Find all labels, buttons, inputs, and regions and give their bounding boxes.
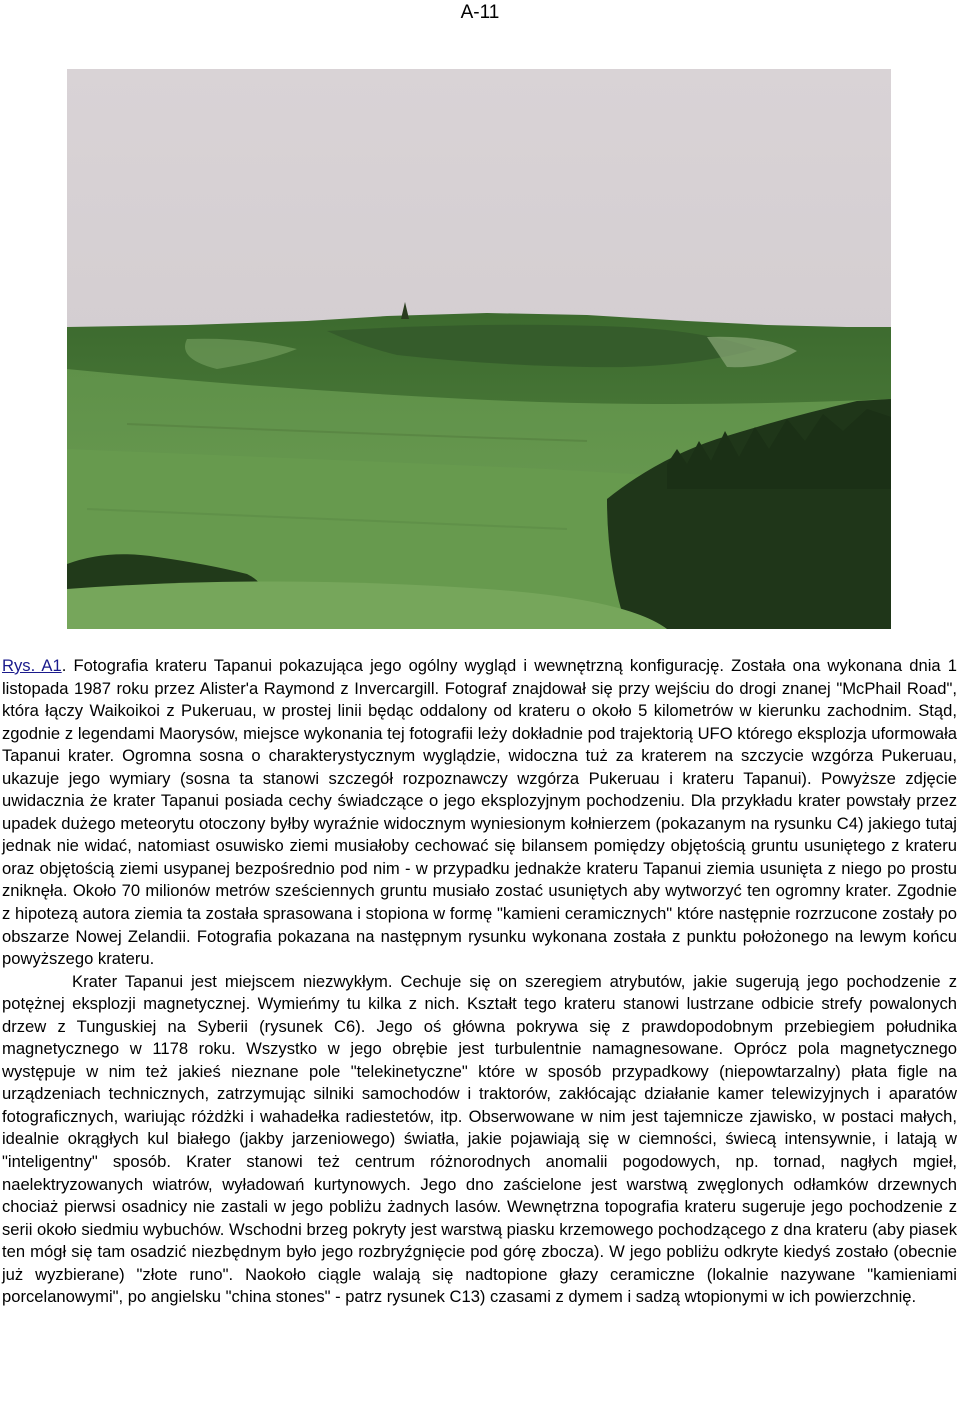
landscape-photo-icon <box>67 69 891 629</box>
caption-text: . Fotografia krateru Tapanui pokazująca jego ogólny wygląd i wewnętrzną konfigurację. Została ona wykonana dnia 1 listopada 1987 roku przez Alister'a Raymond z Invercargill. Fotograf znajdował się przy wejściu do drogi znanej "McPhail Road", która łączy Waikoikoi z Pukeruau, w prostej linii będąc oddalony od krateru o około 5 kilometrów w kierunku zachodnim. Stąd, zgodnie z legendami Maorysów, miejsce wykonania tej fotografii leży dokładnie pod trajektorią UFO którego eksplozja uformowała Tapanui krater. Ogromna sosna o charakterystycznym wyglądzie, widoczna tuż za kraterem na szczycie wzgórza Pukeruau, ukazuje jego wymiary (sosna ta stanowi szczegół rozpoznawczy wzgórza Pukeruau i krateru Tapanui). Powyższe zdjęcie uwidacznia że krater Tapanui posiada cechy świadczące o jego eksplozyjnym pochodzeniu. Dla przykładu krater powstały przez upadek dużego meteorytu otoczony byłby wyraźnie widocznym wyniesionym kołnierzem (pokazanym na rysunku C4) jakiego tutaj jednak nie widać, natomiast osuwisko ziemi musiałoby cechować się bilansem pomiędzy objętością gruntu usuniętego z krateru oraz objętością ziemi usypanej bezpośrednio pod nim - w przypadku jednakże krateru Tapanui ziemia usunięta z niego po prostu zniknęła. Około 70 milionów metrów sześciennych gruntu musiało zostać usuniętych aby wytworzyć ten ogromny krater. Zgodnie z hipotezą autora ziemia ta została sprasowana i stopiona w formę "kamieni ceramicznych" które następnie rozrzucone zostały po obszarze Nowej Zelandii. Fotografia pokazana na następnym rysunku wykonana została z punktu położonego na lewym końcu powyższego krateru. <box>2 656 957 969</box>
crater-landscape-photo <box>67 69 891 629</box>
figure-label-link[interactable]: Rys. A1 <box>2 656 62 675</box>
figure-caption <box>2 655 957 971</box>
body-paragraph: Krater Tapanui jest miejscem niezwykłym. Cechuje się on szeregiem atrybutów, jakie sugerują jego pochodzenie z potężnej eksplozji magnetycznej. Wymieńmy tu kilka z nich. Kształt tego krateru stanowi lustrzane odbicie strefy powalonych drzew z Tunguskiej na Syberii (rysunek C6). Jego oś główna pokrywa się z prawdopodobnym przebiegiem południka magnetycznego w 1178 roku. Wszystko w jego obrębie jest turbulentnie namagnesowane. Oprócz pola magnetycznego występuje w nim też jakieś nieznane pole "telekinetyczne" które w sposób przypadkowy (niepowtarzalny) płata figle na urządzeniach technicznych, zatrzymując silniki samochodów i traktorów, zakłócając działanie kamer telewizyjnych i aparatów fotograficznych, wariując różdżki i wahadełka radiestetów, itp. Obserwowane w nim jest tajemnicze zjawisko, w postaci małych, idealnie okrągłych kul białego (jakby jarzeniowego) światła, jakie pojawiają się w ciemności, świecą intensywnie, i latają w "inteligentny" sposób. Krater stanowi też centrum różnorodnych anomalii pogodowych, np. tornad, nagłych mgieł, naelektryzowanych wiatrów, wyładowań kurtynowych. Jego dno zaścielone jest warstwą zwęglonych odłamków drzewnych chociaż pierwsi osadnicy nie zastali w jego pobliżu żadnych lasów. Wewnętrzna topografia krateru sugeruje jego pochodzenie z serii około siedmiu wybuchów. Wschodni brzeg pokryty jest warstwą piasku krzemowego pochodzącego z dna krateru (aby piasek ten mógł się tam osadzić niezbędnym było jego rozbryźgnięcie pod górę zbocza). W jego pobliżu odkryte kiedyś zostało (obecnie już wyzbierane) "złote runo". Naokoło ciągle walają się nadtopione głazy ceramiczne (lokalnie nazywane "kamieniami porcelanowymi", po angielsku "china stones" - patrz rysunek C13) czasami z dymem i sadzą wtopionymi w ich powierzchnię. <box>2 971 957 1307</box>
article-text <box>2 655 957 1309</box>
page-number: A-11 <box>460 2 500 23</box>
